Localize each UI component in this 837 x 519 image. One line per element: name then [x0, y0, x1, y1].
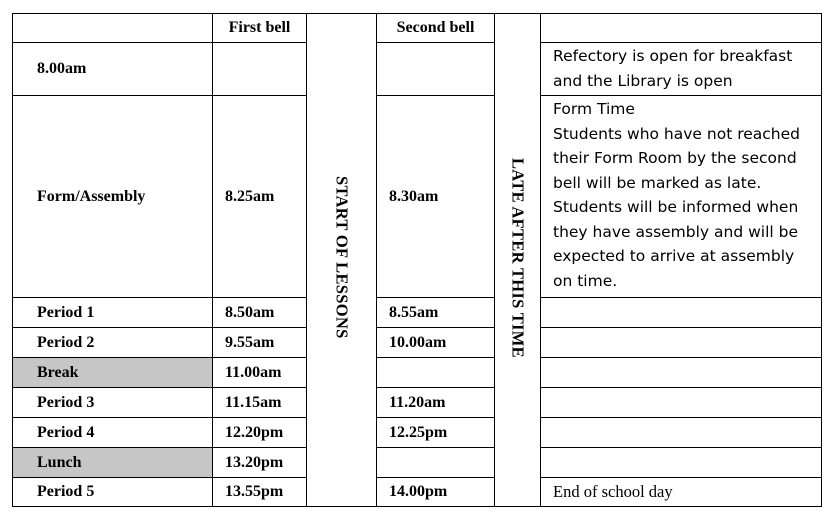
first-bell-time	[213, 43, 307, 96]
end-of-day-note: End of school day	[541, 478, 822, 507]
table-row	[13, 478, 822, 507]
row-label: Form/Assembly	[13, 96, 213, 298]
table-row	[13, 448, 822, 478]
row-label: Period 1	[13, 298, 213, 328]
table-row	[13, 43, 822, 96]
row-label: Period 4	[13, 418, 213, 448]
second-bell-header: Second bell	[377, 14, 495, 43]
first-bell-time: 13.55pm	[213, 478, 307, 507]
late-after-this-time-label: LATE AFTER THIS TIME	[508, 157, 528, 358]
form-time-heading: Form Time	[553, 100, 635, 118]
row-label-shaded: Lunch	[13, 448, 213, 478]
table-row	[13, 388, 822, 418]
header-blank-cell	[13, 14, 213, 43]
first-bell-header: First bell	[213, 14, 307, 43]
second-bell-time: 12.25pm	[377, 418, 495, 448]
row-label: Period 3	[13, 388, 213, 418]
form-time-body: Students who have not reached their Form Room by the second bell will be marked as late. Students will be informed when they have assembly and will be expected to arrive at assembly on time.	[553, 124, 800, 290]
start-of-lessons-band	[307, 14, 377, 507]
row-note: Refectory is open for breakfast and the Library is open	[541, 43, 822, 96]
first-bell-time: 12.20pm	[213, 418, 307, 448]
late-after-this-time-band	[495, 14, 541, 507]
row-label: 8.00am	[13, 43, 213, 96]
table-row	[13, 298, 822, 328]
first-bell-time: 11.00am	[213, 358, 307, 388]
row-note	[541, 358, 822, 388]
form-time-note	[541, 96, 822, 298]
first-bell-time: 13.20pm	[213, 448, 307, 478]
table-row	[13, 96, 822, 298]
table-row	[13, 418, 822, 448]
row-note	[541, 388, 822, 418]
second-bell-time: 8.30am	[377, 96, 495, 298]
second-bell-time: 8.55am	[377, 298, 495, 328]
row-label: Period 2	[13, 328, 213, 358]
header-notes-blank-cell	[541, 14, 822, 43]
first-bell-time: 11.15am	[213, 388, 307, 418]
row-note	[541, 328, 822, 358]
table-row	[13, 328, 822, 358]
header-row	[13, 14, 822, 43]
first-bell-time: 8.50am	[213, 298, 307, 328]
first-bell-time: 8.25am	[213, 96, 307, 298]
second-bell-time	[377, 43, 495, 96]
table-row	[13, 358, 822, 388]
school-day-timetable	[12, 13, 822, 507]
second-bell-time: 11.20am	[377, 388, 495, 418]
row-label: Period 5	[13, 478, 213, 507]
row-note	[541, 298, 822, 328]
row-note	[541, 418, 822, 448]
second-bell-time: 10.00am	[377, 328, 495, 358]
row-note	[541, 448, 822, 478]
second-bell-time: 14.00pm	[377, 478, 495, 507]
row-label-shaded: Break	[13, 358, 213, 388]
start-of-lessons-label: START OF LESSONS	[332, 176, 352, 339]
second-bell-time	[377, 358, 495, 388]
second-bell-time	[377, 448, 495, 478]
first-bell-time: 9.55am	[213, 328, 307, 358]
